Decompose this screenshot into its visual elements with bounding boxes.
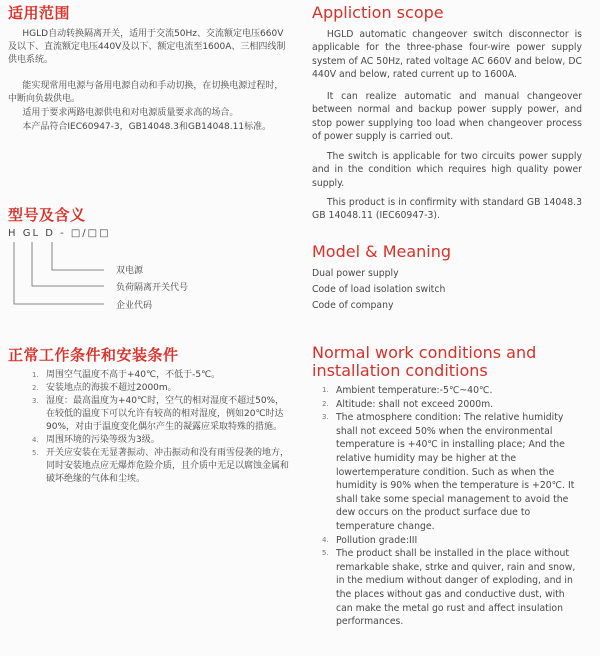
model-meaning-zh-2: 负荷隔离开关代号 — [116, 283, 189, 293]
model-title-zh: 型号及含义 — [8, 206, 86, 224]
scope-title-zh: 适用范围 — [8, 4, 71, 22]
list-item: 1. Ambient temperature:-5℃~40℃. — [322, 385, 493, 396]
scope-paragraph-en-1: HGLD automatic changeover switch disconnector is applicable for the three-phase four-wire power supply system of AC 50Hz, rated voltage AC 660V and below, DC 440V and below, rated current up to 1600A. — [312, 29, 582, 80]
list-item: 3. The atmosphere condition: The relative humidity shall not exceed 50% when the environmental temperature is +40℃ in installing place; And the relative humidity may be higher at the lowertemperature condition. Such as when the humidity is 90% when the temperature is +20℃. It shall take some special management to avoid the dew occurs on the product surface due to temperature change. — [322, 412, 575, 532]
list-item: 1. 周围空气温度不高于+40℃，不低于-5℃。 — [32, 370, 221, 380]
model-meaning-en-2: Code of load isolation switch — [312, 284, 446, 295]
scope-title-en: Appliction scope — [312, 3, 444, 22]
scope-paragraph-zh-3: 适用于要求两路电源供电和对电源质量要求高的场合。 — [22, 108, 239, 118]
model-code: H GL D - □/□□ — [8, 228, 111, 239]
scope-paragraph-en-3: The switch is applicable for two circuits power supply and in the condition which requires high quality power supply. — [312, 151, 582, 189]
model-code-connector-lines — [8, 240, 128, 310]
conditions-list-zh — [32, 369, 290, 486]
scope-paragraph-en-2: It can realize automatic and manual changeover between normal and backup power supply power, and stop power supplying too load when changeover process of power supply is carried out. — [312, 91, 582, 142]
scope-paragraph-en-4: This product is in confirmity with standard GB 14048.3 GB 14048.11 (IEC60947-3). — [312, 197, 582, 222]
model-meaning-zh-1: 双电源 — [116, 266, 144, 276]
conditions-title-zh: 正常工作条件和安装条件 — [8, 346, 179, 364]
conditions-list-en — [322, 384, 582, 629]
list-item: 3. 湿度：最高温度为+40℃时，空气的相对湿度不超过50%，在较低的温度下可以允许有较高的相对湿度，例如20℃时达90%，对由于温度变化偶尔产生的凝露应采取特殊的措施。 — [32, 396, 285, 432]
list-item: 2. Altitude: shall not exceed 2000m. — [322, 398, 494, 410]
scope-paragraph-zh-4: 本产品符合IEC60947-3，GB14048.3和GB14048.11标准。 — [22, 122, 272, 132]
list-item: 2. 安装地点的海拔不超过2000m。 — [32, 383, 177, 393]
model-meaning-en-3: Code of company — [312, 300, 394, 311]
list-item: 5. 开关应安装在无显著振动、冲击振动和没有雨雪侵袭的地方，同时安装地点应无爆炸危险介质，且介质中无足以腐蚀金属和破坏绝缘的气体和尘埃。 — [32, 448, 290, 484]
list-item: 4. 周围环境的污染等级为3级。 — [32, 435, 160, 445]
model-meaning-en-1: Dual power supply — [312, 268, 399, 279]
list-item: 5. The product shall be installed in the place without remarkable shake, strke and quiver, rain and snow, in the medium without danger of exploding, and in the places without gas and conductive dust, with can make the metal go rust and affect insulation performances. — [322, 548, 576, 628]
model-title-en: Model & Meaning — [312, 242, 452, 261]
model-meaning-zh-3: 企业代码 — [116, 301, 153, 311]
conditions-title-en: Normal work conditions and installation conditions — [312, 343, 537, 380]
scope-paragraph-zh-1: HGLD自动转换隔离开关，适用于交流50Hz、交流额定电压660V及以下、直流额定电压440V及以下、额定电流至1600A、三相四线制供电系统。 — [8, 29, 286, 65]
list-item: 4. Pollution grade:III — [322, 534, 418, 546]
scope-paragraph-zh-2: 能实现常用电源与备用电源自动和手动切换，在切换电源过程时，中断向负载供电。 — [8, 81, 284, 104]
